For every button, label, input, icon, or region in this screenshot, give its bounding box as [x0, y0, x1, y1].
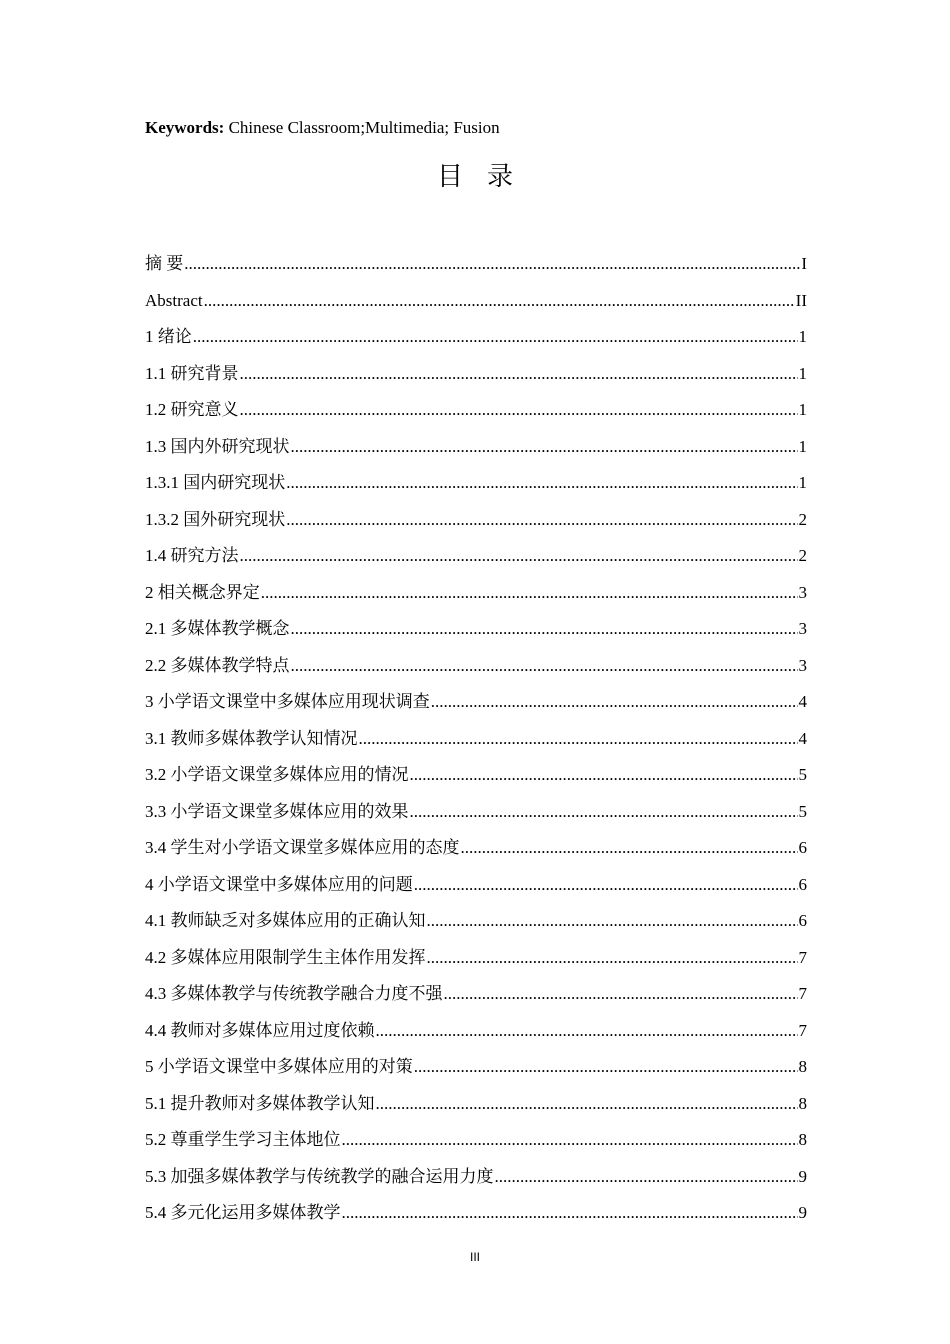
toc-entry[interactable] [145, 472, 807, 509]
toc-leader-dots [261, 582, 798, 604]
toc-entry[interactable] [145, 947, 807, 984]
page-number: III [469, 1250, 480, 1264]
toc-entry-page: 1 [798, 473, 807, 492]
toc-leader-dots [410, 801, 798, 823]
toc-title: 目录 [436, 162, 537, 191]
toc-entry-page: 1 [798, 327, 807, 346]
toc-entry[interactable] [145, 1166, 807, 1203]
toc-entry-page: 9 [798, 1203, 807, 1222]
toc-entry[interactable] [145, 1129, 807, 1166]
toc-entry-page: 2 [798, 509, 807, 529]
toc-leader-dots [240, 399, 798, 421]
toc-leader-dots [286, 472, 797, 494]
toc-entry[interactable] [145, 363, 807, 400]
toc-leader-dots [376, 1093, 798, 1115]
toc-entry[interactable] [145, 1202, 807, 1239]
toc-entry[interactable] [145, 764, 807, 801]
toc-entry-page: 7 [798, 1020, 807, 1040]
toc-entry-label: 3.4 学生对小学语文课堂多媒体应用的态度 [145, 838, 460, 857]
toc-leader-dots [240, 363, 798, 385]
toc-entry[interactable] [145, 253, 807, 290]
toc-entry-page: 1 [798, 436, 807, 456]
toc-entry-label: 4 小学语文课堂中多媒体应用的问题 [145, 874, 413, 894]
toc-entry[interactable] [145, 399, 807, 436]
toc-entry-label: 4.3 多媒体教学与传统教学融合力度不强 [145, 984, 443, 1003]
toc-leader-dots [193, 326, 798, 348]
toc-entry[interactable] [145, 837, 807, 874]
toc-leader-dots [286, 509, 797, 531]
toc-leader-dots [495, 1166, 798, 1188]
toc-entry-page: 3 [798, 582, 807, 602]
toc-entry[interactable] [145, 545, 807, 582]
toc-entry-page: I [801, 254, 807, 273]
toc-entry-label: 3.3 小学语文课堂多媒体应用的效果 [145, 801, 409, 821]
toc-entry-label: 5.2 尊重学生学习主体地位 [145, 1130, 341, 1149]
toc-leader-dots [444, 983, 798, 1005]
toc-entry[interactable] [145, 509, 807, 546]
toc-leader-dots [342, 1202, 798, 1224]
toc-entry-label: 5.3 加强多媒体教学与传统教学的融合运用力度 [145, 1166, 494, 1186]
toc-entry-label: 4.2 多媒体应用限制学生主体作用发挥 [145, 947, 426, 967]
toc-entry-page: 1 [798, 363, 807, 383]
toc-entry-label: 3.2 小学语文课堂多媒体应用的情况 [145, 765, 409, 784]
toc-entry-page: 5 [798, 801, 807, 821]
keywords-line [145, 117, 500, 139]
keywords-label: Keywords: [145, 118, 225, 137]
toc-entry-label: 1.3.1 国内研究现状 [145, 473, 286, 492]
toc-entry-label: 2.1 多媒体教学概念 [145, 619, 290, 638]
toc-entry-label: 摘 要 [145, 254, 184, 273]
toc-entry-page: 8 [798, 1057, 807, 1076]
toc-leader-dots [410, 764, 798, 786]
toc-leader-dots [427, 910, 798, 932]
toc-entry-label: 4.1 教师缺乏对多媒体应用的正确认知 [145, 911, 426, 930]
toc-entry-page: 3 [798, 655, 807, 675]
toc-entry[interactable] [145, 801, 807, 838]
toc-entry-label: 5 小学语文课堂中多媒体应用的对策 [145, 1057, 413, 1076]
toc-entry[interactable] [145, 1056, 807, 1093]
toc-entry-page: 4 [798, 692, 807, 711]
keywords-value: Chinese Classroom;Multimedia; Fusion [224, 118, 500, 137]
toc-leader-dots [414, 1056, 798, 1078]
toc-entry-page: 6 [798, 874, 807, 894]
toc-entry[interactable] [145, 618, 807, 655]
toc-entry-page: 6 [798, 911, 807, 930]
toc-entry-page: 7 [798, 984, 807, 1003]
toc-entry-label: 5.4 多元化运用多媒体教学 [145, 1203, 341, 1222]
toc-entry-label: 1.3.2 国外研究现状 [145, 509, 286, 529]
toc-leader-dots [461, 837, 798, 859]
toc-entry[interactable] [145, 874, 807, 911]
toc-leader-dots [376, 1020, 798, 1042]
toc-entry-label: Abstract [145, 290, 203, 310]
toc-entry-page: 9 [798, 1166, 807, 1186]
toc-leader-dots [414, 874, 798, 896]
toc-entry-label: 1.2 研究意义 [145, 400, 239, 419]
toc-leader-dots [184, 253, 800, 275]
toc-entry[interactable] [145, 326, 807, 363]
toc-entry[interactable] [145, 436, 807, 473]
toc-entry-page: 6 [798, 838, 807, 857]
toc-leader-dots [431, 691, 798, 713]
toc-entry-page: 3 [798, 619, 807, 638]
toc-entry-page: 8 [798, 1130, 807, 1149]
toc-entry-page: II [795, 290, 807, 310]
toc-leader-dots [342, 1129, 798, 1151]
toc-entry-label: 4.4 教师对多媒体应用过度依赖 [145, 1020, 375, 1040]
toc-leader-dots [204, 290, 795, 312]
toc-leader-dots [427, 947, 798, 969]
toc-entry[interactable] [145, 1093, 807, 1130]
toc-entry-page: 8 [798, 1093, 807, 1113]
toc-entry-label: 1.1 研究背景 [145, 363, 239, 383]
toc-entry[interactable] [145, 691, 807, 728]
table-of-contents [145, 253, 807, 1239]
toc-entry[interactable] [145, 728, 807, 765]
toc-entry[interactable] [145, 910, 807, 947]
toc-leader-dots [291, 618, 798, 640]
toc-entry-page: 1 [798, 400, 807, 419]
toc-entry[interactable] [145, 983, 807, 1020]
toc-entry-label: 1.3 国内外研究现状 [145, 436, 290, 456]
toc-entry-label: 5.1 提升教师对多媒体教学认知 [145, 1093, 375, 1113]
toc-entry-page: 7 [798, 947, 807, 967]
toc-entry[interactable] [145, 655, 807, 692]
toc-entry-label: 3 小学语文课堂中多媒体应用现状调查 [145, 692, 430, 711]
toc-entry-label: 1 绪论 [145, 327, 192, 346]
toc-entry-label: 3.1 教师多媒体教学认知情况 [145, 728, 358, 748]
toc-entry[interactable] [145, 1020, 807, 1057]
toc-leader-dots [291, 436, 798, 458]
toc-leader-dots [240, 545, 798, 567]
toc-entry-page: 4 [798, 728, 807, 748]
toc-entry-label: 1.4 研究方法 [145, 546, 239, 565]
toc-entry-page: 5 [798, 765, 807, 784]
toc-entry-page: 2 [798, 546, 807, 565]
toc-entry[interactable] [145, 290, 807, 327]
toc-leader-dots [291, 655, 798, 677]
toc-entry[interactable] [145, 582, 807, 619]
toc-leader-dots [359, 728, 798, 750]
toc-entry-label: 2 相关概念界定 [145, 582, 260, 602]
toc-entry-label: 2.2 多媒体教学特点 [145, 655, 290, 675]
